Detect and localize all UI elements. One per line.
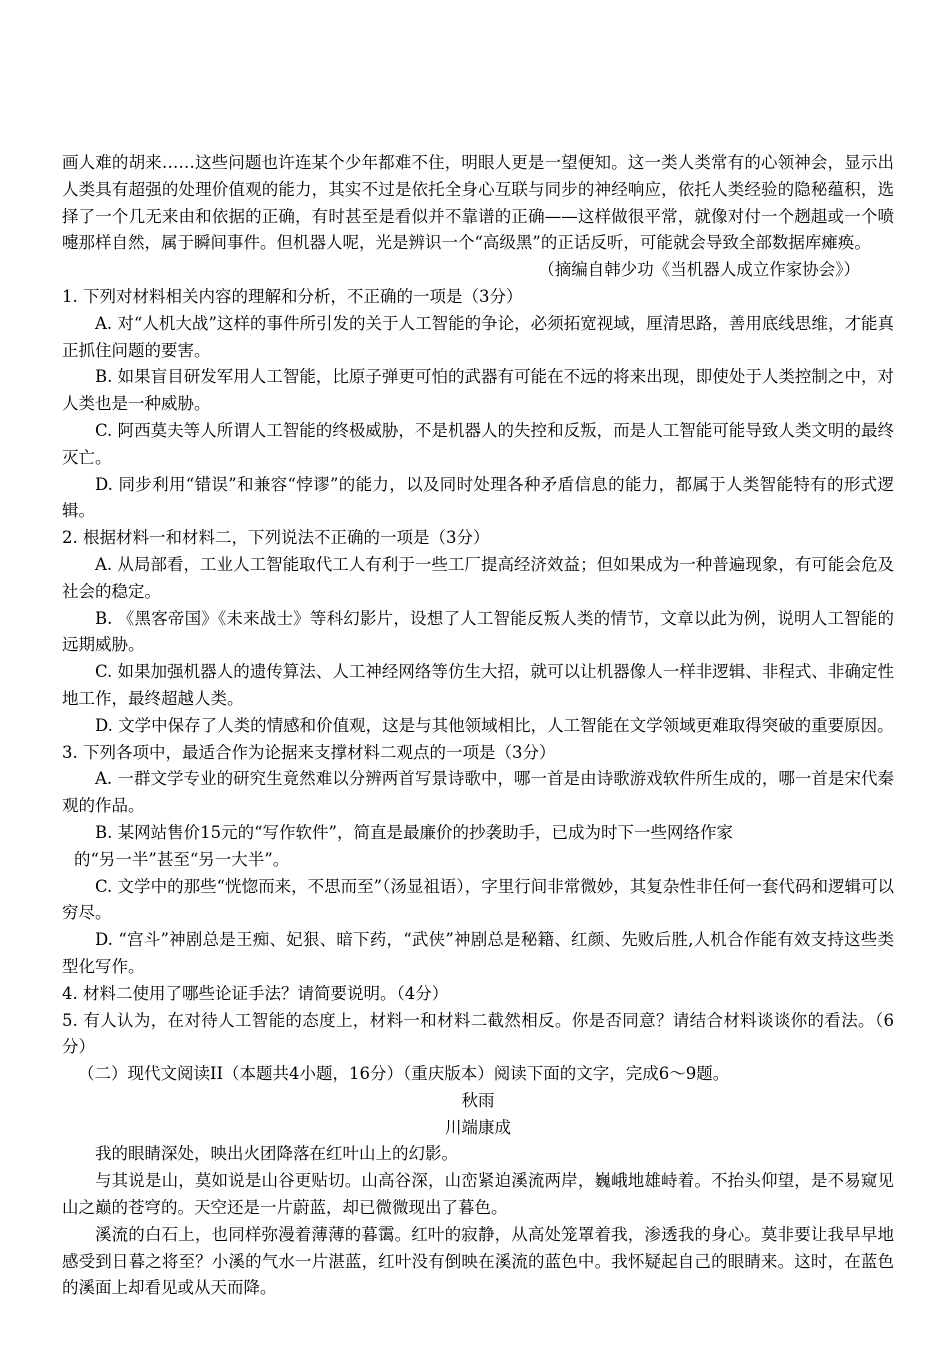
article-title: 秋雨 <box>461 1090 495 1110</box>
question-1-option-c: C. 阿西莫夫等人所谓人工智能的终极威胁，不是机器人的失控和反叛，而是人工智能可能导致人类文明的最终灭亡。 <box>62 420 894 467</box>
question-2-option-d: D. 文学中保存了人类的情感和价值观，这是与其他领域相比，人工智能在文学领域更难取得突破的重要原因。 <box>95 715 894 735</box>
article-paragraph: 我的眼睛深处，映出火团降落在红叶山上的幻影。 <box>95 1144 458 1164</box>
question-1-stem: 1. 下列对材料相关内容的理解和分析，不正确的一项是（3分） <box>62 286 523 306</box>
passage-paragraph: 画人难的胡来……这些问题也许连某个少年都难不住，明眼人更是一望便知。这一类人类常有的心领神会，显示出人类具有超强的处理价值观的能力，其实不过是依托全身心互联与同步的神经响应，依托人类经验的隐秘蕴积，选择了一个几无来由和依据的正确，有时甚至是看似并不靠谱的正确——这样做很平常，就像对付一个趔趄或一个喷嚏那样自然，属于瞬间事件。但机器人呢，光是辨识一个“高级黑”的正话反听，可能就会导致全部数据库瘫痪。 <box>62 153 894 253</box>
question-1-option-d: D. 同步利用“错误”和兼容“悖谬”的能力，以及同时处理各种矛盾信息的能力，都属于人类智能特有的形式逻辑。 <box>62 474 894 521</box>
passage-source: （摘编自韩少功《当机器人成立作家协会》） <box>538 260 860 280</box>
question-4: 4. 材料二使用了哪些论证手法？请简要说明。（4分） <box>62 983 449 1003</box>
question-3-option-b-line1: B. 某网站售价15元的“写作软件”，简直是最廉价的抄袭助手，已成为时下一些网络作家 <box>95 822 733 842</box>
section-2-heading: （二）现代文阅读II（本题共4小题，16分）（重庆版本）阅读下面的文字，完成6〜9题。 <box>78 1064 730 1084</box>
question-5: 5. 有人认为，在对待人工智能的态度上，材料一和材料二截然相反。你是否同意？请结合材料谈谈你的看法。（6分） <box>62 1010 894 1057</box>
article-paragraph: 与其说是山，莫如说是山谷更贴切。山高谷深，山峦紧迫溪流两岸，巍峨地雄峙着。不抬头仰望，是不易窥见山之巅的苍穹的。天空还是一片蔚蓝，却已微微现出了暮色。 <box>62 1171 894 1218</box>
document-page <box>62 150 894 1302</box>
question-1-option-b: B. 如果盲目研发军用人工智能，比原子弹更可怕的武器有可能在不远的将来出现，即使处于人类控制之中，对人类也是一种威胁。 <box>62 367 894 414</box>
question-2-option-a: A. 从局部看，工业人工智能取代工人有利于一些工厂提高经济效益；但如果成为一种普遍现象，有可能会危及社会的稳定。 <box>62 554 894 601</box>
article-author: 川端康成 <box>445 1117 511 1137</box>
question-2-option-b: B. 《黑客帝国》《未来战士》等科幻影片，设想了人工智能反叛人类的情节，文章以此为例，说明人工智能的远期威胁。 <box>62 608 894 655</box>
question-1-option-a: A. 对“人机大战”这样的事件所引发的关于人工智能的争论，必须拓宽视域，厘清思路，善用底线思维，才能真正抓住问题的要害。 <box>62 313 894 360</box>
question-3-option-a: A. 一群文学专业的研究生竟然难以分辨两首写景诗歌中，哪一首是由诗歌游戏软件所生成的，哪一首是宋代秦观的作品。 <box>62 769 894 816</box>
question-3-option-c: C. 文学中的那些“恍惚而来，不思而至”（汤显祖语），字里行间非常微妙，其复杂性非任何一套代码和逻辑可以穷尽。 <box>62 876 894 923</box>
article-paragraph: 溪流的白石上，也同样弥漫着薄薄的暮霭。红叶的寂静，从高处笼罩着我，渗透我的身心。莫非要让我早早地感受到日暮之将至？小溪的气水一片湛蓝，红叶没有倒映在溪流的蓝色中。我怀疑起自己的眼睛来。这时，在蓝色的溪面上却看见或从天而降。 <box>62 1224 894 1298</box>
question-3-stem: 3. 下列各项中，最适合作为论据来支撑材料二观点的一项是（3分） <box>62 742 556 762</box>
question-2-stem: 2. 根据材料一和材料二，下列说法不正确的一项是（3分） <box>62 528 490 548</box>
question-2-option-c: C. 如果加强机器人的遗传算法、人工神经网络等仿生大招，就可以让机器像人一样非逻辑、非程式、非确定性地工作，最终超越人类。 <box>62 662 894 708</box>
question-3-option-d: D. “宫斗”神剧总是王痴、妃狠、暗下药，“武侠”神剧总是秘籍、红颜、先败后胜,人机合作能有效支持这些类型化写作。 <box>62 930 894 976</box>
question-3-option-b-line2: 的“另一半”甚至“另一大半”。 <box>74 849 290 869</box>
